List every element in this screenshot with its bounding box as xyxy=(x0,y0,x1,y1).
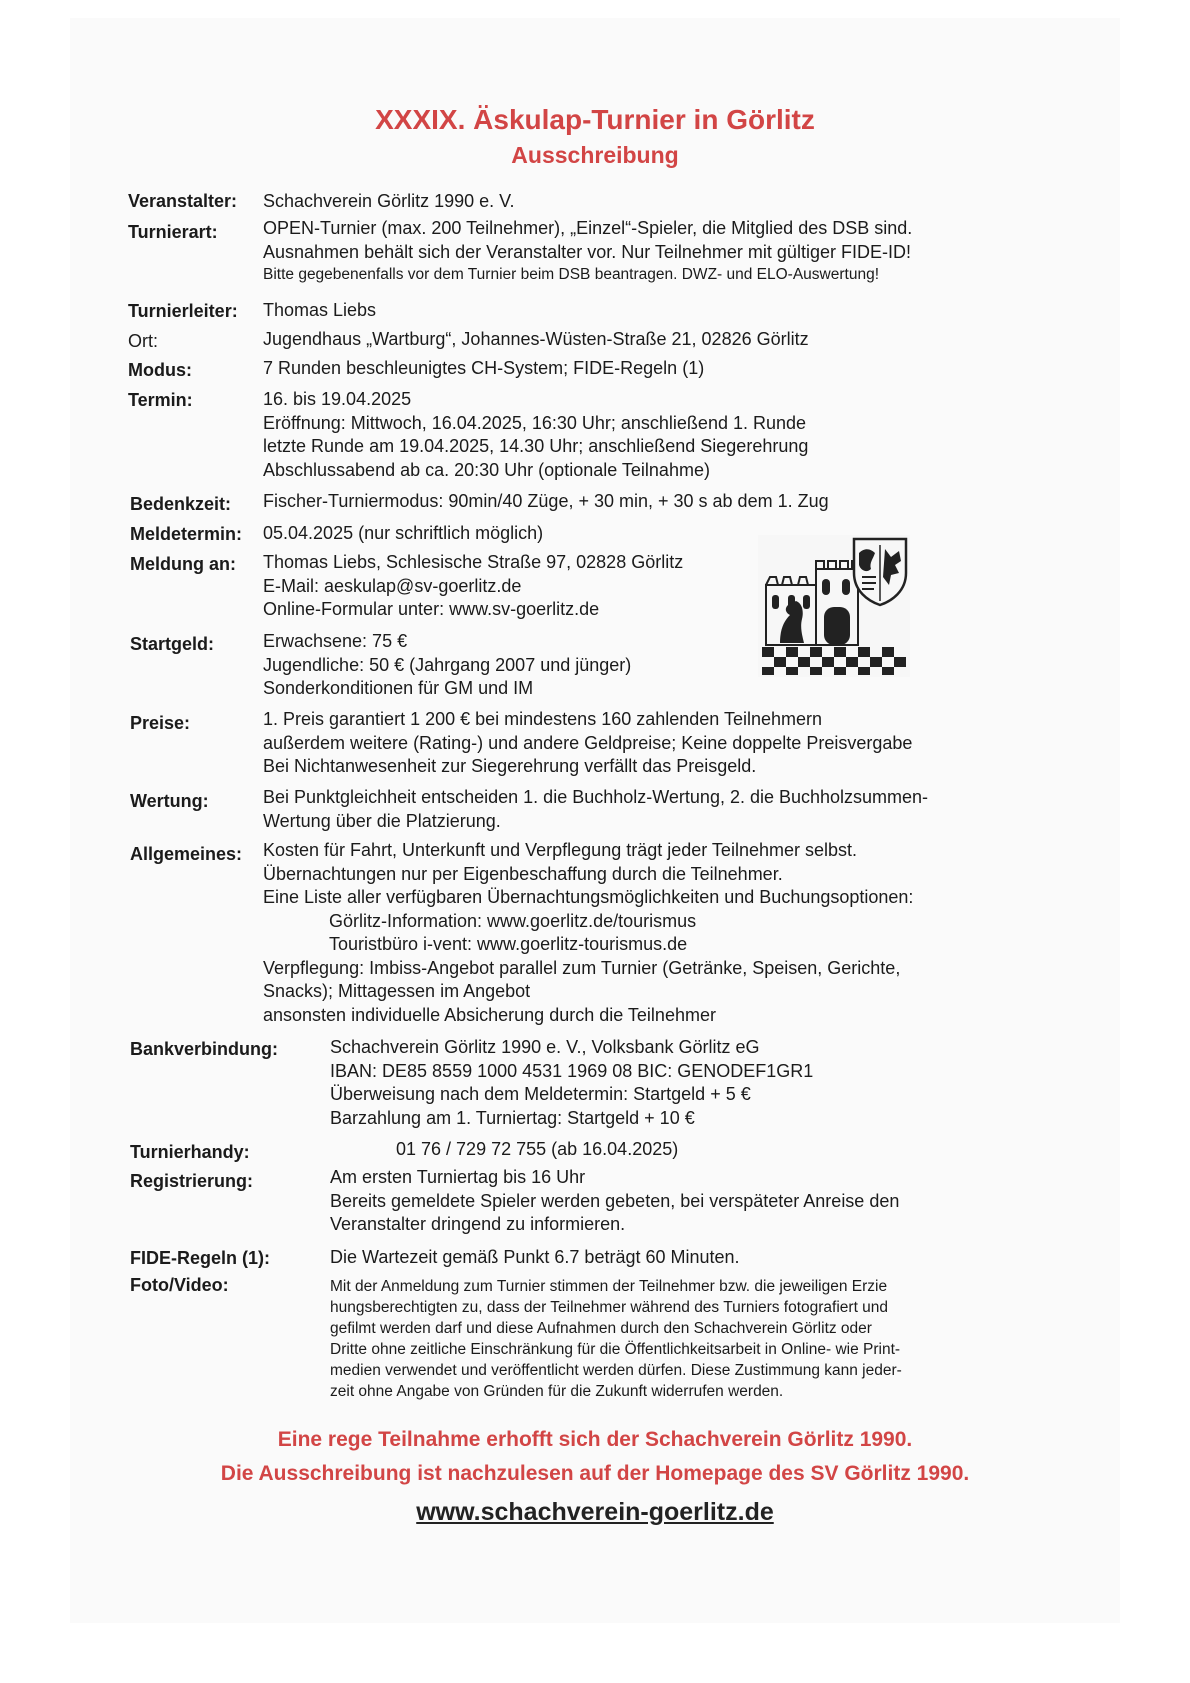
footer-line-2: Die Ausschreibung ist nachzulesen auf der Homepage des SV Görlitz 1990. xyxy=(220,1462,970,1485)
email-text: E-Mail: aeskulap@sv-goerlitz.de xyxy=(263,575,522,596)
label-turnierart: Turnierart: xyxy=(128,222,218,242)
text-line: 05.04.2025 (nur schriftlich möglich) xyxy=(263,523,544,543)
text-line: Barzahlung am 1. Turniertag: Startgeld + 10 € xyxy=(330,1107,695,1128)
text-line: Eine Liste aller verfügbaren Übernachtungsmöglichkeiten und Buchungsoptionen: xyxy=(263,887,914,907)
text-line: 1. Preis garantiert 1 200 € bei mindestens 160 zahlenden Teilnehmern xyxy=(263,709,823,729)
label-meldetermin: Meldetermin: xyxy=(130,524,243,544)
text-line: 16. bis 19.04.2025 xyxy=(263,389,412,409)
label-registrierung: Registrierung: xyxy=(130,1171,254,1191)
castle-chess-crest-icon xyxy=(758,535,910,677)
text-line: letzte Runde am 19.04.2025, 14.30 Uhr; anschließend Siegerehrung xyxy=(263,436,809,456)
text-line: Mit der Anmeldung zum Turnier stimmen der Teilnehmer bzw. die jeweiligen Erzie xyxy=(330,1278,888,1295)
text-line: Ausnahmen behält sich der Veranstalter vor. Nur Teilnehmer mit gültiger FIDE-ID! xyxy=(263,241,911,262)
value-turnierart xyxy=(263,217,912,285)
label-veranstalter: Veranstalter: xyxy=(128,191,238,211)
footer-line-1: Eine rege Teilnahme erhofft sich der Schachverein Görlitz 1990. xyxy=(277,1428,913,1451)
value-termin xyxy=(263,388,808,482)
text-line: außerdem weitere (Rating-) und andere Geldpreise; Keine doppelte Preisvergabe xyxy=(263,732,913,753)
label-allgemeines: Allgemeines: xyxy=(130,844,243,864)
value-fide-regeln xyxy=(330,1246,740,1270)
homepage-link[interactable]: www.schachverein-goerlitz.de xyxy=(416,1498,774,1526)
text-line: Görlitz-Information: www.goerlitz.de/tourismus xyxy=(329,910,697,931)
value-modus xyxy=(263,357,704,381)
text-line: Bitte gegebenenfalls vor dem Turnier beim DSB beantragen. DWZ- und ELO-Auswertung! xyxy=(263,266,880,283)
text-line: Am ersten Turniertag bis 16 Uhr xyxy=(330,1167,586,1187)
value-ort xyxy=(263,328,809,352)
text-line: Übernachtungen nur per Eigenbeschaffung durch die Teilnehmer. xyxy=(263,863,783,884)
text-line: Überweisung nach dem Meldetermin: Startgeld + 5 € xyxy=(330,1084,751,1104)
label-foto-video: Foto/Video: xyxy=(130,1275,229,1295)
label-bedenkzeit: Bedenkzeit: xyxy=(130,494,232,514)
document-title: XXXIX. Äskulap-Turnier in Görlitz xyxy=(375,104,815,135)
value-veranstalter xyxy=(263,190,514,214)
label-turnierhandy: Turnierhandy: xyxy=(130,1142,250,1162)
text-line: Bei Nichtanwesenheit zur Siegerehrung verfällt das Preisgeld. xyxy=(263,756,757,776)
text-line: Verpflegung: Imbiss-Angebot parallel zum Turnier (Getränke, Speisen, Gerichte, xyxy=(263,957,901,978)
text-line: Thomas Liebs xyxy=(263,300,377,320)
text-line: Thomas Liebs, Schlesische Straße 97, 02828 Görlitz xyxy=(263,552,684,572)
value-startgeld xyxy=(263,630,631,701)
text-line: Jugendliche: 50 € (Jahrgang 2007 und jünger) xyxy=(263,654,632,675)
value-bankverbindung xyxy=(330,1036,813,1130)
label-wertung: Wertung: xyxy=(130,791,209,811)
label-turnierleiter: Turnierleiter: xyxy=(128,301,238,321)
text-line: Bei Punktgleichheit entscheiden 1. die Buchholz-Wertung, 2. die Buchholzsummen- xyxy=(263,787,929,807)
value-turnierhandy xyxy=(396,1138,678,1162)
value-allgemeines xyxy=(263,839,913,1027)
text-line: Schachverein Görlitz 1990 e. V., Volksbank Görlitz eG xyxy=(330,1037,760,1057)
label-termin: Termin: xyxy=(128,390,193,410)
text-line: gefilmt werden darf und diese Aufnahmen durch den Schachverein Görlitz oder xyxy=(330,1320,872,1337)
text-line: medien verwendet und veröffentlicht werden dürfen. Diese Zustimmung kann jeder- xyxy=(330,1362,902,1379)
value-meldetermin xyxy=(263,522,543,546)
label-modus: Modus: xyxy=(128,360,192,380)
value-bedenkzeit xyxy=(263,490,829,514)
label-startgeld: Startgeld: xyxy=(130,634,215,654)
online-form-text: Online-Formular unter: www.sv-goerlitz.de xyxy=(263,599,600,619)
text-line: Bereits gemeldete Spieler werden gebeten, bei verspäteter Anreise den xyxy=(330,1190,900,1211)
value-registrierung xyxy=(330,1166,899,1237)
text-line: Abschlussabend ab ca. 20:30 Uhr (optionale Teilnahme) xyxy=(263,459,710,480)
label-preise: Preise: xyxy=(130,713,191,733)
text-line: Wertung über die Platzierung. xyxy=(263,810,501,831)
text-line: Erwachsene: 75 € xyxy=(263,631,408,651)
text-line: 7 Runden beschleunigtes CH-System; FIDE-Regeln (1) xyxy=(263,358,705,378)
text-line: IBAN: DE85 8559 1000 4531 1969 08 BIC: GENODEF1GR1 xyxy=(330,1060,814,1081)
value-wertung xyxy=(263,786,928,833)
document-subtitle: Ausschreibung xyxy=(511,142,679,168)
value-preise xyxy=(263,708,912,779)
text-line: Die Wartezeit gemäß Punkt 6.7 beträgt 60 Minuten. xyxy=(330,1247,740,1267)
value-turnierleiter xyxy=(263,299,376,323)
text-line: zeit ohne Angabe von Gründen für die Zukunft widerrufen werden. xyxy=(330,1383,784,1400)
label-bankverbindung: Bankverbindung: xyxy=(130,1039,279,1059)
text-line: OPEN-Turnier (max. 200 Teilnehmer), „Einzel“-Spieler, die Mitglied des DSB sind. xyxy=(263,218,913,238)
text-line: Eröffnung: Mittwoch, 16.04.2025, 16:30 Uhr; anschließend 1. Runde xyxy=(263,412,807,433)
text-line: hungsberechtigten zu, dass der Teilnehmer während des Turniers fotografiert und xyxy=(330,1299,889,1316)
text-line: Jugendhaus „Wartburg“, Johannes-Wüsten-Straße 21, 02826 Görlitz xyxy=(263,329,809,349)
label-ort: Ort: xyxy=(128,331,158,351)
text-line: Schachverein Görlitz 1990 e. V. xyxy=(263,191,515,211)
value-foto-video xyxy=(330,1276,902,1402)
value-meldung xyxy=(263,551,683,622)
text-line: Kosten für Fahrt, Unterkunft und Verpflegung trägt jeder Teilnehmer selbst. xyxy=(263,840,857,860)
text-line: Touristbüro i-vent: www.goerlitz-tourismus.de xyxy=(329,934,688,954)
text-line: Fischer-Turniermodus: 90min/40 Züge, + 30 min, + 30 s ab dem 1. Zug xyxy=(263,491,829,511)
text-line: Sonderkonditionen für GM und IM xyxy=(263,678,534,698)
text-line: 01 76 / 729 72 755 (ab 16.04.2025) xyxy=(396,1139,679,1159)
text-line: Veranstalter dringend zu informieren. xyxy=(330,1214,626,1234)
text-line: Dritte ohne zeitliche Einschränkung für die Öffentlichkeitsarbeit in Online- wie Print- xyxy=(330,1341,901,1358)
label-fide-regeln: FIDE-Regeln (1): xyxy=(130,1248,271,1268)
label-meldung: Meldung an: xyxy=(130,554,236,574)
text-line: Snacks); Mittagessen im Angebot xyxy=(263,981,531,1001)
text-line: ansonsten individuelle Absicherung durch die Teilnehmer xyxy=(263,1004,716,1025)
